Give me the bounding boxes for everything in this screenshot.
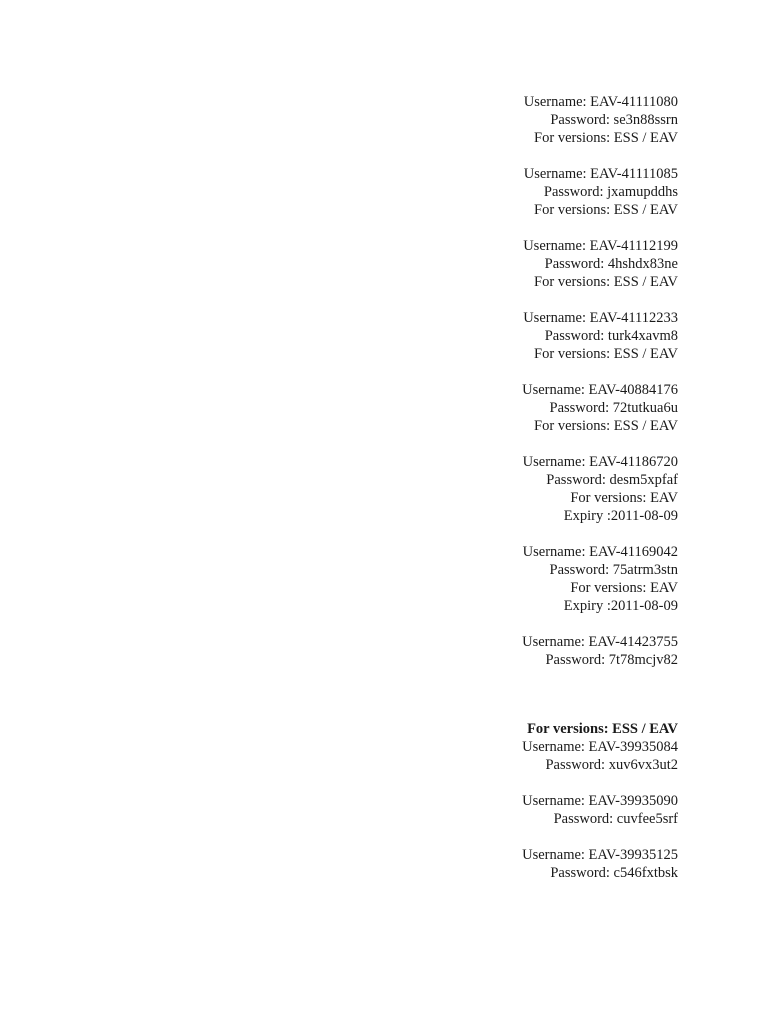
- account-entry: [278, 792, 678, 828]
- account-entry: [278, 237, 678, 291]
- username-line: Username: EAV-41112199: [523, 238, 678, 254]
- username-line: Username: EAV-41111085: [523, 166, 678, 182]
- account-entry: [278, 381, 678, 435]
- account-entry: [278, 453, 678, 525]
- account-entry: [278, 165, 678, 219]
- versions-line: For versions: ESS / EAV: [534, 202, 678, 218]
- versions-line: For versions: EAV: [570, 580, 678, 596]
- username-line: Username: EAV-39935090: [522, 793, 678, 809]
- password-line: Password: cuvfee5srf: [553, 811, 678, 827]
- section-heading: For versions: ESS / EAV: [527, 721, 678, 737]
- account-entry: [278, 543, 678, 615]
- password-line: Password: xuv6vx3ut2: [545, 757, 678, 773]
- password-line: Password: jxamupddhs: [543, 184, 678, 200]
- account-entry: [278, 633, 678, 669]
- account-list-top: [278, 93, 678, 669]
- username-line: Username: EAV-40884176: [522, 382, 678, 398]
- password-line: Password: 72tutkua6u: [549, 400, 678, 416]
- password-line: Password: se3n88ssrn: [550, 112, 678, 128]
- password-line: Password: c546fxtbsk: [550, 865, 678, 881]
- account-entry: [278, 720, 678, 774]
- username-line: Username: EAV-39935084: [522, 739, 678, 755]
- password-line: Password: 75atrm3stn: [549, 562, 678, 578]
- account-entry: [278, 93, 678, 147]
- expiry-line: Expiry :2011-08-09: [563, 598, 678, 614]
- username-line: Username: EAV-41186720: [522, 454, 678, 470]
- username-line: Username: EAV-41423755: [522, 634, 678, 650]
- versions-line: For versions: ESS / EAV: [534, 418, 678, 434]
- password-line: Password: 7t78mcjv82: [545, 652, 678, 668]
- versions-line: For versions: ESS / EAV: [534, 274, 678, 290]
- username-line: Username: EAV-39935125: [522, 847, 678, 863]
- versions-line: For versions: ESS / EAV: [534, 130, 678, 146]
- account-entry: [278, 846, 678, 882]
- expiry-line: Expiry :2011-08-09: [563, 508, 678, 524]
- username-line: Username: EAV-41112233: [523, 310, 678, 326]
- account-list-bottom: [278, 720, 678, 882]
- username-line: Username: EAV-41111080: [523, 94, 678, 110]
- password-line: Password: turk4xavm8: [544, 328, 678, 344]
- password-line: Password: 4hshdx83ne: [544, 256, 678, 272]
- account-entry: [278, 309, 678, 363]
- versions-line: For versions: EAV: [570, 490, 678, 506]
- username-line: Username: EAV-41169042: [522, 544, 678, 560]
- password-line: Password: desm5xpfaf: [546, 472, 678, 488]
- versions-line: For versions: ESS / EAV: [534, 346, 678, 362]
